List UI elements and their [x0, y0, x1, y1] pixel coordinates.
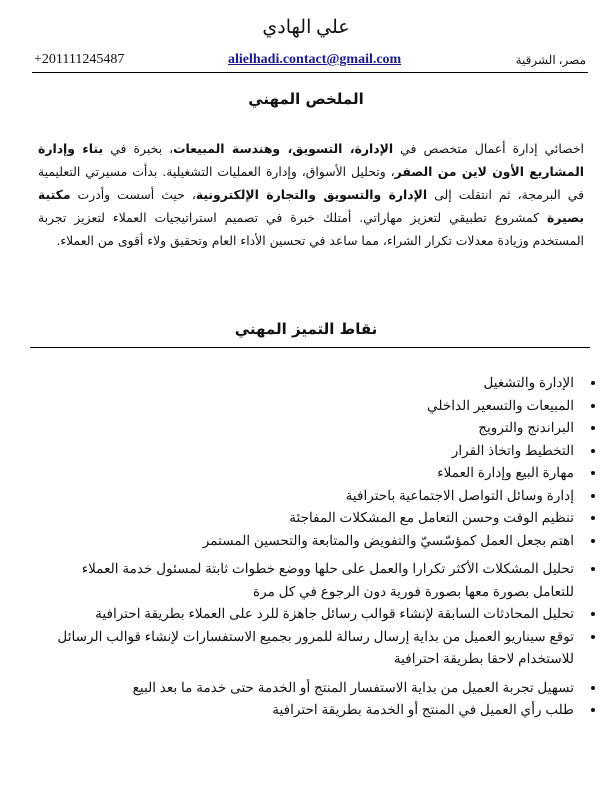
summary-paragraph — [38, 137, 584, 252]
candidate-name: علي الهادي — [262, 17, 350, 38]
list-item: • تسهيل تجربة العميل من بداية الاستفسار المنتج أو الخدمة حتى خدمة ما بعد البيع — [40, 677, 580, 700]
summary-text: اخصائي إدارة أعمال متخصص في — [393, 141, 584, 156]
summary-text: ، حيث أسست وأدرت — [70, 187, 196, 202]
contact-bar — [32, 52, 588, 73]
email-link[interactable]: alielhadi.contact@gmail.com — [228, 52, 402, 67]
highlights-heading: نقاط التميز المهني — [234, 320, 378, 338]
list-item: • مهارة البيع وإدارة العملاء — [40, 462, 580, 485]
summary-bold-text: مكتبة بصيرة — [38, 187, 584, 225]
list-item: • توقع سيناريو العميل من بداية إرسال رسالة للمرور بجميع الاستفسارات لإنشاء قوالب الرسائل للاستخدام لاحقا بطريقة احترافية — [40, 626, 580, 671]
summary-text: ، وتحليل الأسواق، وإدارة العمليات التشغيلية. بدأت مسيرتي التعليمية في البرمجة، ثم انتقلت إلى — [38, 164, 584, 202]
list-item: • المبيعات والتسعير الداخلي — [40, 395, 580, 418]
location: مصر، الشرقية — [515, 53, 586, 67]
list-item: • إدارة وسائل التواصل الاجتماعية باحترافية — [40, 485, 580, 508]
summary-bold-text: الإدارة والتسويق والتجارة الإلكترونية — [195, 187, 428, 202]
list-item: • الإدارة والتشغيل — [40, 372, 580, 395]
section-divider — [30, 347, 590, 348]
summary-heading: الملخص المهني — [248, 90, 364, 108]
phone-number: +201111245487 — [34, 52, 125, 67]
summary-bold-text: بناء وإدارة المشاريع الأون لاين من الصفر — [38, 141, 584, 179]
summary-text: ، بخبرة في — [103, 141, 174, 156]
summary-text: كمشروع تطبيقي لتعزيز مهاراتي. أمتلك خبرة في تصميم استراتيجيات العملاء لتعزيز تجربة المستخدم وزيادة معدلات تكرار الشراء، مما ساعد في تحسين الأداء العام وتحقيق ولاء أقوى من العملاء. — [38, 210, 584, 248]
summary-bold-text: الإدارة، التسويق، وهندسة المبيعات — [173, 141, 394, 156]
list-item: • طلب رأي العميل في المنتج أو الخدمة بطريقة احترافية — [40, 699, 580, 722]
list-item: • تحليل المشكلات الأكثر تكرارا والعمل على حلها ووضع خطوات ثابتة لمسئول خدمة العملاء للتعامل بصورة معها بصورة فورية دون الرجوع في كل مرة — [40, 558, 580, 603]
list-item: • تنظيم الوقت وحسن التعامل مع المشكلات المفاجئة — [40, 507, 580, 530]
list-item: • اهتم بجعل العمل كمؤسّسيّ والتفويض والمتابعة والتحسين المستمر — [40, 530, 580, 553]
list-item: • تحليل المحادثات السابقة لإنشاء قوالب رسائل جاهزة للرد على العملاء بطريقة احترافية — [40, 603, 580, 626]
list-item: • البراندنج والترويج — [40, 417, 580, 440]
highlights-list — [40, 372, 598, 722]
list-item: • التخطيط واتخاذ القرار — [40, 440, 580, 463]
